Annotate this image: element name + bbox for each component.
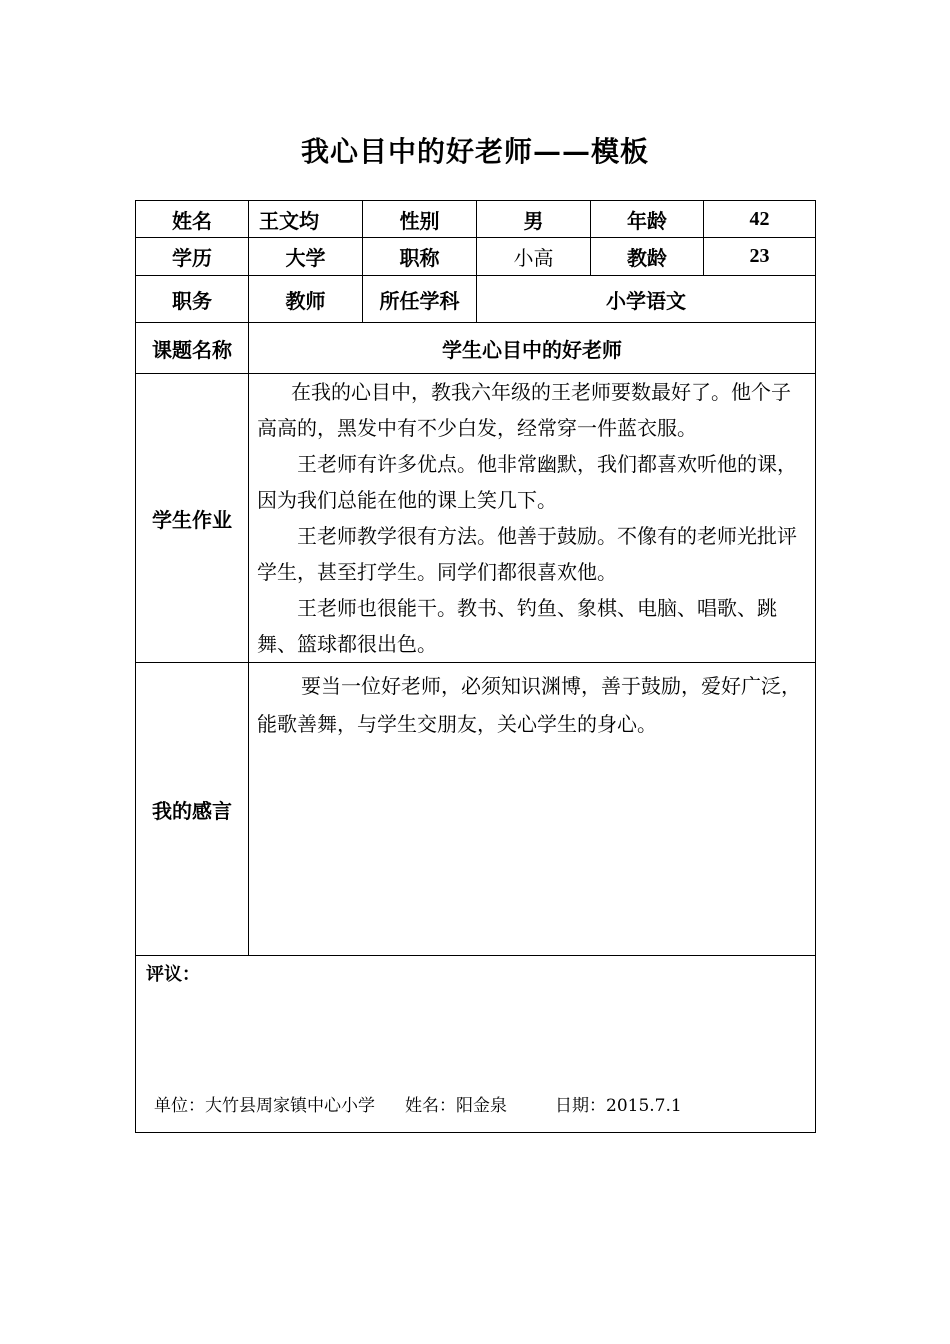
age-value: 42 <box>704 201 816 238</box>
topic-label: 课题名称 <box>136 323 249 374</box>
subject-label: 所任学科 <box>363 276 477 323</box>
page-title: 我心目中的好老师——模板 <box>300 135 649 168</box>
name-value: 王文均 <box>249 201 363 238</box>
position-label: 职务 <box>136 276 249 323</box>
education-label: 学历 <box>136 238 249 276</box>
reflection-text: 要当一位好老师，必须知识渊博，善于鼓励，爱好广泛，能歌善舞，与学生交朋友，关心学生的身心。 <box>257 674 801 736</box>
table-row <box>136 201 816 238</box>
reflection-content <box>249 663 816 956</box>
table-row <box>136 238 816 276</box>
table-row <box>136 956 816 1133</box>
essay-content <box>249 374 816 663</box>
position-value: 教师 <box>249 276 363 323</box>
table-row <box>136 663 816 956</box>
gender-value: 男 <box>477 201 591 238</box>
subject-value: 小学语文 <box>477 276 816 323</box>
signature-line <box>154 1091 682 1116</box>
essay-paragraph: 王老师教学很有方法。他善于鼓励。不像有的老师光批评学生，甚至打学生。同学们都很喜欢他。 <box>257 524 797 584</box>
date-text: 日期：2015.7.1 <box>555 1096 682 1116</box>
name-label: 姓名 <box>136 201 249 238</box>
unit-text: 单位：大竹县周家镇中心小学 <box>154 1096 375 1116</box>
age-label: 年龄 <box>591 201 704 238</box>
topic-value: 学生心目中的好老师 <box>249 323 816 374</box>
education-value: 大学 <box>249 238 363 276</box>
table-row <box>136 374 816 663</box>
essay-paragraph: 在我的心目中，教我六年级的王老师要数最好了。他个子高高的，黑发中有不少白发，经常穿一件蓝衣服。 <box>257 380 791 440</box>
table-row <box>136 276 816 323</box>
essay-paragraph: 王老师有许多优点。他非常幽默，我们都喜欢听他的课，因为我们总能在他的课上笑几下。 <box>257 452 797 512</box>
rank-label: 职称 <box>363 238 477 276</box>
reviewer-text: 姓名：阳金泉 <box>405 1096 507 1116</box>
rank-value: 小高 <box>477 238 591 276</box>
table-row <box>136 323 816 374</box>
teaching-years-value: 23 <box>704 238 816 276</box>
reflection-label: 我的感言 <box>136 663 249 956</box>
teacher-form-table <box>135 200 816 1133</box>
gender-label: 性别 <box>363 201 477 238</box>
essay-paragraph: 王老师也很能干。教书、钓鱼、象棋、电脑、唱歌、跳舞、篮球都很出色。 <box>257 596 777 656</box>
comment-label: 评议： <box>146 964 200 985</box>
comment-section <box>136 956 816 1133</box>
essay-label: 学生作业 <box>136 374 249 663</box>
teaching-years-label: 教龄 <box>591 238 704 276</box>
